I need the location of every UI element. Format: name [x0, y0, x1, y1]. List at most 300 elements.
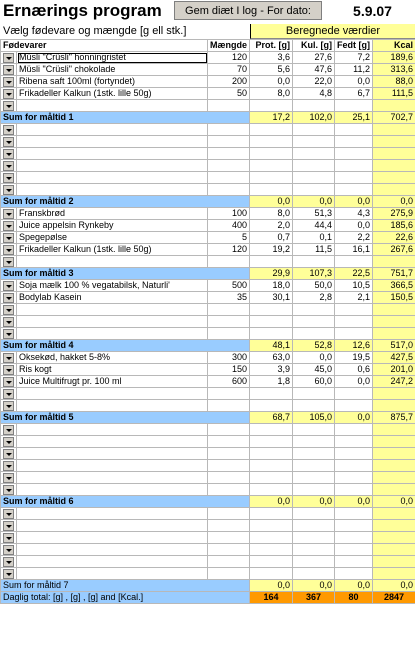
kul-cell: [293, 100, 335, 112]
amount-cell[interactable]: [208, 424, 250, 436]
food-dropdown-cell[interactable]: [1, 208, 17, 220]
kul-cell: [293, 172, 335, 184]
food-row: [1, 220, 415, 232]
dropdown-arrow-icon[interactable]: [3, 89, 14, 99]
food-dropdown-cell[interactable]: [1, 520, 17, 532]
meal-sum-kul: 105,0: [293, 412, 335, 424]
kul-cell: [293, 460, 335, 472]
food-row: [1, 208, 415, 220]
dropdown-arrow-icon[interactable]: [3, 329, 14, 339]
kcal-cell: [373, 460, 415, 472]
dropdown-arrow-icon[interactable]: [3, 185, 14, 195]
prot-cell: [250, 304, 293, 316]
food-dropdown-cell[interactable]: [1, 436, 17, 448]
fedt-cell: [335, 544, 373, 556]
meal-sum-fedt: 0,0: [335, 580, 373, 592]
kul-cell: [293, 256, 335, 268]
fedt-cell: [335, 184, 373, 196]
food-dropdown-cell[interactable]: [1, 472, 17, 484]
food-name-cell[interactable]: Frikadeller Kalkun (1stk. lille 50g): [17, 244, 208, 256]
food-dropdown-cell[interactable]: [1, 52, 17, 64]
amount-cell[interactable]: 70: [208, 64, 250, 76]
dropdown-arrow-icon[interactable]: [3, 137, 14, 147]
food-name-cell[interactable]: [17, 532, 208, 544]
meal-sum-fedt: 12,6: [335, 340, 373, 352]
food-name-cell[interactable]: Frikadeller Kalkun (1stk. lille 50g): [17, 88, 208, 100]
dropdown-arrow-icon[interactable]: [3, 125, 14, 135]
dropdown-arrow-icon[interactable]: [3, 233, 14, 243]
dropdown-arrow-icon[interactable]: [3, 485, 14, 495]
food-row: [1, 436, 415, 448]
food-row: [1, 328, 415, 340]
prot-cell: 19,2: [250, 244, 293, 256]
food-name-cell[interactable]: [17, 316, 208, 328]
kul-cell: [293, 484, 335, 496]
food-name-cell[interactable]: [17, 124, 208, 136]
food-row: [1, 556, 415, 568]
kul-cell: [293, 316, 335, 328]
kul-cell: 4,8: [293, 88, 335, 100]
amount-cell[interactable]: [208, 184, 250, 196]
dropdown-arrow-icon[interactable]: [3, 545, 14, 555]
prot-cell: 8,0: [250, 88, 293, 100]
fedt-cell: [335, 316, 373, 328]
prot-cell: [250, 484, 293, 496]
food-row: [1, 472, 415, 484]
amount-cell[interactable]: [208, 160, 250, 172]
food-row: [1, 64, 415, 76]
food-name-cell[interactable]: [17, 400, 208, 412]
meal-sum-kul: 0,0: [293, 196, 335, 208]
dropdown-arrow-icon[interactable]: [3, 365, 14, 375]
amount-cell[interactable]: [208, 460, 250, 472]
food-row: [1, 424, 415, 436]
food-row: [1, 280, 415, 292]
amount-cell[interactable]: [208, 304, 250, 316]
fedt-cell: [335, 388, 373, 400]
meal-sum-row: [1, 340, 415, 352]
dropdown-arrow-icon[interactable]: [3, 161, 14, 171]
subheader-bar: [0, 24, 415, 39]
food-name-cell[interactable]: [17, 328, 208, 340]
prot-cell: 3,6: [250, 52, 293, 64]
dropdown-arrow-icon[interactable]: [3, 509, 14, 519]
food-name-cell[interactable]: [17, 508, 208, 520]
kcal-cell: [373, 532, 415, 544]
food-dropdown-cell[interactable]: [1, 244, 17, 256]
dropdown-arrow-icon[interactable]: [3, 209, 14, 219]
food-name-cell[interactable]: [17, 436, 208, 448]
prot-cell: [250, 388, 293, 400]
food-dropdown-cell[interactable]: [1, 448, 17, 460]
prot-cell: 0,7: [250, 232, 293, 244]
food-dropdown-cell[interactable]: [1, 508, 17, 520]
food-name-cell[interactable]: Soja mælk 100 % vegatabilsk, Naturli': [17, 280, 208, 292]
dropdown-arrow-icon[interactable]: [3, 257, 14, 267]
prot-cell: [250, 556, 293, 568]
amount-cell[interactable]: [208, 448, 250, 460]
dropdown-arrow-icon[interactable]: [3, 281, 14, 291]
food-dropdown-cell[interactable]: [1, 148, 17, 160]
kul-cell: 0,0: [293, 352, 335, 364]
meal-sum-prot: 68,7: [250, 412, 293, 424]
amount-cell[interactable]: [208, 148, 250, 160]
food-name-cell[interactable]: Müsli "Crüsli" chokolade: [17, 64, 208, 76]
food-dropdown-cell[interactable]: [1, 64, 17, 76]
amount-cell[interactable]: [208, 520, 250, 532]
prot-cell: [250, 520, 293, 532]
fedt-cell: [335, 568, 373, 580]
kcal-cell: [373, 328, 415, 340]
dropdown-arrow-icon[interactable]: [3, 377, 14, 387]
food-row: [1, 532, 415, 544]
food-dropdown-cell[interactable]: [1, 532, 17, 544]
food-name-cell[interactable]: Ris kogt: [17, 364, 208, 376]
food-row: [1, 148, 415, 160]
fedt-cell: [335, 160, 373, 172]
fedt-cell: [335, 304, 373, 316]
food-name-cell[interactable]: [17, 160, 208, 172]
meal-sum-kul: 52,8: [293, 340, 335, 352]
amount-cell[interactable]: [208, 508, 250, 520]
dropdown-arrow-icon[interactable]: [3, 425, 14, 435]
food-name-cell[interactable]: [17, 448, 208, 460]
meal-sum-row: [1, 496, 415, 508]
kcal-cell: 366,5: [373, 280, 415, 292]
meal-sum-prot: 17,2: [250, 112, 293, 124]
dropdown-arrow-icon[interactable]: [3, 65, 14, 75]
food-row: [1, 520, 415, 532]
amount-cell[interactable]: 200: [208, 76, 250, 88]
food-name-cell[interactable]: [17, 484, 208, 496]
food-dropdown-cell[interactable]: [1, 352, 17, 364]
meal-sum-kul: 0,0: [293, 580, 335, 592]
dropdown-arrow-icon[interactable]: [3, 533, 14, 543]
food-dropdown-cell[interactable]: [1, 484, 17, 496]
kcal-cell: [373, 520, 415, 532]
meal-sum-kcal: 0,0: [373, 196, 415, 208]
food-name-cell[interactable]: [17, 568, 208, 580]
food-dropdown-cell[interactable]: [1, 88, 17, 100]
food-dropdown-cell[interactable]: [1, 100, 17, 112]
food-name-cell[interactable]: [17, 472, 208, 484]
amount-cell[interactable]: [208, 532, 250, 544]
prot-cell: 1,8: [250, 376, 293, 388]
food-name-cell[interactable]: Juice Multifrugt pr. 100 ml: [17, 376, 208, 388]
prot-cell: 30,1: [250, 292, 293, 304]
food-dropdown-cell[interactable]: [1, 184, 17, 196]
amount-cell[interactable]: 50: [208, 88, 250, 100]
kul-cell: [293, 472, 335, 484]
dropdown-arrow-icon[interactable]: [3, 149, 14, 159]
food-dropdown-cell[interactable]: [1, 316, 17, 328]
food-row: [1, 88, 415, 100]
fedt-cell: 0,0: [335, 376, 373, 388]
food-row: [1, 100, 415, 112]
meal-sum-prot: 0,0: [250, 496, 293, 508]
food-dropdown-cell[interactable]: [1, 424, 17, 436]
dropdown-arrow-icon[interactable]: [3, 401, 14, 411]
food-name-cell[interactable]: [17, 304, 208, 316]
meal-sum-row: [1, 196, 415, 208]
kul-cell: [293, 388, 335, 400]
food-dropdown-cell[interactable]: [1, 544, 17, 556]
dropdown-arrow-icon[interactable]: [3, 569, 14, 579]
kul-cell: [293, 148, 335, 160]
food-dropdown-cell[interactable]: [1, 388, 17, 400]
amount-cell[interactable]: 400: [208, 220, 250, 232]
daily-total-label: Daglig total: [g] , [g] , [g] and [Kcal.]: [1, 592, 250, 604]
food-name-cell[interactable]: [17, 520, 208, 532]
amount-cell[interactable]: [208, 484, 250, 496]
prot-cell: [250, 184, 293, 196]
meal-sum-label: Sum for måltid 2: [1, 196, 250, 208]
food-row: [1, 136, 415, 148]
fedt-cell: [335, 460, 373, 472]
kul-cell: [293, 400, 335, 412]
amount-cell[interactable]: [208, 556, 250, 568]
dropdown-arrow-icon[interactable]: [3, 305, 14, 315]
food-dropdown-cell[interactable]: [1, 328, 17, 340]
meal-sum-row: [1, 112, 415, 124]
fedt-cell: [335, 520, 373, 532]
food-dropdown-cell[interactable]: [1, 232, 17, 244]
dropdown-arrow-icon[interactable]: [3, 521, 14, 531]
fedt-cell: 2,1: [335, 292, 373, 304]
food-dropdown-cell[interactable]: [1, 256, 17, 268]
food-name-cell[interactable]: Ribena saft 100ml (fortyndet): [17, 76, 208, 88]
amount-cell[interactable]: [208, 316, 250, 328]
kul-cell: [293, 304, 335, 316]
fedt-cell: 6,7: [335, 88, 373, 100]
dropdown-arrow-icon[interactable]: [3, 101, 14, 111]
kcal-cell: [373, 256, 415, 268]
fedt-cell: [335, 136, 373, 148]
amount-cell[interactable]: 600: [208, 376, 250, 388]
food-dropdown-cell[interactable]: [1, 280, 17, 292]
kcal-cell: 22,6: [373, 232, 415, 244]
food-name-cell[interactable]: [17, 544, 208, 556]
food-row: [1, 388, 415, 400]
dropdown-arrow-icon[interactable]: [3, 173, 14, 183]
amount-cell[interactable]: 5: [208, 232, 250, 244]
fedt-cell: [335, 400, 373, 412]
amount-cell[interactable]: [208, 472, 250, 484]
fedt-cell: 16,1: [335, 244, 373, 256]
meal-sum-fedt: 0,0: [335, 196, 373, 208]
dropdown-arrow-icon[interactable]: [3, 53, 14, 63]
prot-cell: [250, 328, 293, 340]
daily-total-kul: 367: [293, 592, 335, 604]
food-dropdown-cell[interactable]: [1, 400, 17, 412]
food-row: [1, 544, 415, 556]
fedt-cell: [335, 508, 373, 520]
amount-cell[interactable]: 120: [208, 244, 250, 256]
food-row: [1, 52, 415, 64]
meal-sum-kcal: 702,7: [373, 112, 415, 124]
dropdown-arrow-icon[interactable]: [3, 449, 14, 459]
food-dropdown-cell[interactable]: [1, 364, 17, 376]
kcal-cell: [373, 556, 415, 568]
kcal-cell: [373, 124, 415, 136]
kcal-cell: [373, 544, 415, 556]
dropdown-arrow-icon[interactable]: [3, 353, 14, 363]
dropdown-arrow-icon[interactable]: [3, 473, 14, 483]
kcal-cell: [373, 136, 415, 148]
kul-cell: 45,0: [293, 364, 335, 376]
food-dropdown-cell[interactable]: [1, 460, 17, 472]
kul-cell: [293, 136, 335, 148]
food-name-cell[interactable]: [17, 556, 208, 568]
col-header-food: Fødevarer: [1, 40, 208, 52]
meal-sum-kul: 107,3: [293, 268, 335, 280]
save-diet-log-button[interactable]: Gem diæt I log - For dato:: [174, 1, 322, 20]
food-row: [1, 568, 415, 580]
amount-cell[interactable]: 150: [208, 364, 250, 376]
kul-cell: 51,3: [293, 208, 335, 220]
amount-cell[interactable]: [208, 124, 250, 136]
amount-cell[interactable]: [208, 388, 250, 400]
amount-cell[interactable]: [208, 172, 250, 184]
amount-cell[interactable]: [208, 256, 250, 268]
dropdown-arrow-icon[interactable]: [3, 245, 14, 255]
food-dropdown-cell[interactable]: [1, 160, 17, 172]
food-name-cell[interactable]: [17, 184, 208, 196]
kul-cell: [293, 448, 335, 460]
amount-cell[interactable]: [208, 568, 250, 580]
food-name-cell[interactable]: Bodylab Kasein: [17, 292, 208, 304]
amount-cell[interactable]: [208, 436, 250, 448]
log-date[interactable]: 5.9.07: [353, 3, 392, 19]
prot-cell: [250, 124, 293, 136]
dropdown-arrow-icon[interactable]: [3, 317, 14, 327]
amount-cell[interactable]: 500: [208, 280, 250, 292]
amount-cell[interactable]: [208, 400, 250, 412]
prot-cell: 5,6: [250, 64, 293, 76]
food-dropdown-cell[interactable]: [1, 376, 17, 388]
meal-sum-prot: 48,1: [250, 340, 293, 352]
meal-sum-row: [1, 580, 415, 592]
fedt-cell: [335, 424, 373, 436]
food-name-cell[interactable]: [17, 460, 208, 472]
food-row: [1, 460, 415, 472]
dropdown-arrow-icon[interactable]: [3, 557, 14, 567]
prot-cell: 8,0: [250, 208, 293, 220]
amount-cell[interactable]: 100: [208, 208, 250, 220]
amount-cell[interactable]: [208, 328, 250, 340]
food-name-cell[interactable]: [17, 256, 208, 268]
meal-sum-label: Sum for måltid 3: [1, 268, 250, 280]
amount-cell[interactable]: [208, 136, 250, 148]
kcal-cell: 275,9: [373, 208, 415, 220]
kul-cell: [293, 556, 335, 568]
kcal-cell: [373, 304, 415, 316]
meal-sum-kcal: 875,7: [373, 412, 415, 424]
dropdown-arrow-icon[interactable]: [3, 77, 14, 87]
prot-cell: [250, 256, 293, 268]
fedt-cell: 10,5: [335, 280, 373, 292]
kul-cell: [293, 568, 335, 580]
food-row: [1, 304, 415, 316]
meal-sum-fedt: 25,1: [335, 112, 373, 124]
prot-cell: [250, 316, 293, 328]
food-dropdown-cell[interactable]: [1, 136, 17, 148]
food-row: [1, 376, 415, 388]
fedt-cell: [335, 556, 373, 568]
fedt-cell: [335, 448, 373, 460]
food-dropdown-cell[interactable]: [1, 292, 17, 304]
food-grid: [0, 39, 415, 604]
dropdown-arrow-icon[interactable]: [3, 293, 14, 303]
food-name-cell[interactable]: Spegepølse: [17, 232, 208, 244]
food-name-cell[interactable]: [17, 424, 208, 436]
food-dropdown-cell[interactable]: [1, 172, 17, 184]
kul-cell: 22,0: [293, 76, 335, 88]
food-name-cell[interactable]: [17, 100, 208, 112]
amount-cell[interactable]: [208, 100, 250, 112]
dropdown-arrow-icon[interactable]: [3, 437, 14, 447]
fedt-cell: 11,2: [335, 64, 373, 76]
amount-cell[interactable]: [208, 544, 250, 556]
amount-cell[interactable]: 300: [208, 352, 250, 364]
meal-sum-label: Sum for måltid 5: [1, 412, 250, 424]
food-dropdown-cell[interactable]: [1, 76, 17, 88]
daily-total-fedt: 80: [335, 592, 373, 604]
meal-sum-prot: 0,0: [250, 580, 293, 592]
food-row: [1, 484, 415, 496]
food-dropdown-cell[interactable]: [1, 220, 17, 232]
dropdown-arrow-icon[interactable]: [3, 221, 14, 231]
dropdown-arrow-icon[interactable]: [3, 389, 14, 399]
amount-cell[interactable]: 120: [208, 52, 250, 64]
kcal-cell: [373, 484, 415, 496]
kcal-cell: 189,6: [373, 52, 415, 64]
food-dropdown-cell[interactable]: [1, 568, 17, 580]
food-name-cell[interactable]: [17, 388, 208, 400]
fedt-cell: 0,0: [335, 76, 373, 88]
dropdown-arrow-icon[interactable]: [3, 461, 14, 471]
food-dropdown-cell[interactable]: [1, 124, 17, 136]
kcal-cell: [373, 160, 415, 172]
meal-sum-label: Sum for måltid 4: [1, 340, 250, 352]
food-name-cell[interactable]: Franskbrød: [17, 208, 208, 220]
food-name-cell[interactable]: Oksekød, hakket 5-8%: [17, 352, 208, 364]
meal-sum-row: [1, 268, 415, 280]
fedt-cell: [335, 328, 373, 340]
kcal-cell: [373, 400, 415, 412]
kcal-cell: [373, 172, 415, 184]
daily-total-kcal: 2847: [373, 592, 415, 604]
prot-cell: 3,9: [250, 364, 293, 376]
kcal-cell: 427,5: [373, 352, 415, 364]
food-dropdown-cell[interactable]: [1, 304, 17, 316]
food-name-cell[interactable]: [17, 172, 208, 184]
kul-cell: 50,0: [293, 280, 335, 292]
food-dropdown-cell[interactable]: [1, 556, 17, 568]
column-header-row: [1, 40, 415, 52]
food-name-cell[interactable]: [17, 148, 208, 160]
food-name-cell[interactable]: [17, 136, 208, 148]
kul-cell: [293, 424, 335, 436]
food-name-cell[interactable]: Juice appelsin Rynkeby: [17, 220, 208, 232]
prot-cell: [250, 448, 293, 460]
prot-cell: [250, 532, 293, 544]
food-name-cell[interactable]: Müsli "Crüsli" honningristet: [17, 52, 208, 64]
amount-cell[interactable]: 35: [208, 292, 250, 304]
kcal-cell: [373, 148, 415, 160]
food-row: [1, 292, 415, 304]
col-header-fedt: Fedt [g]: [335, 40, 373, 52]
